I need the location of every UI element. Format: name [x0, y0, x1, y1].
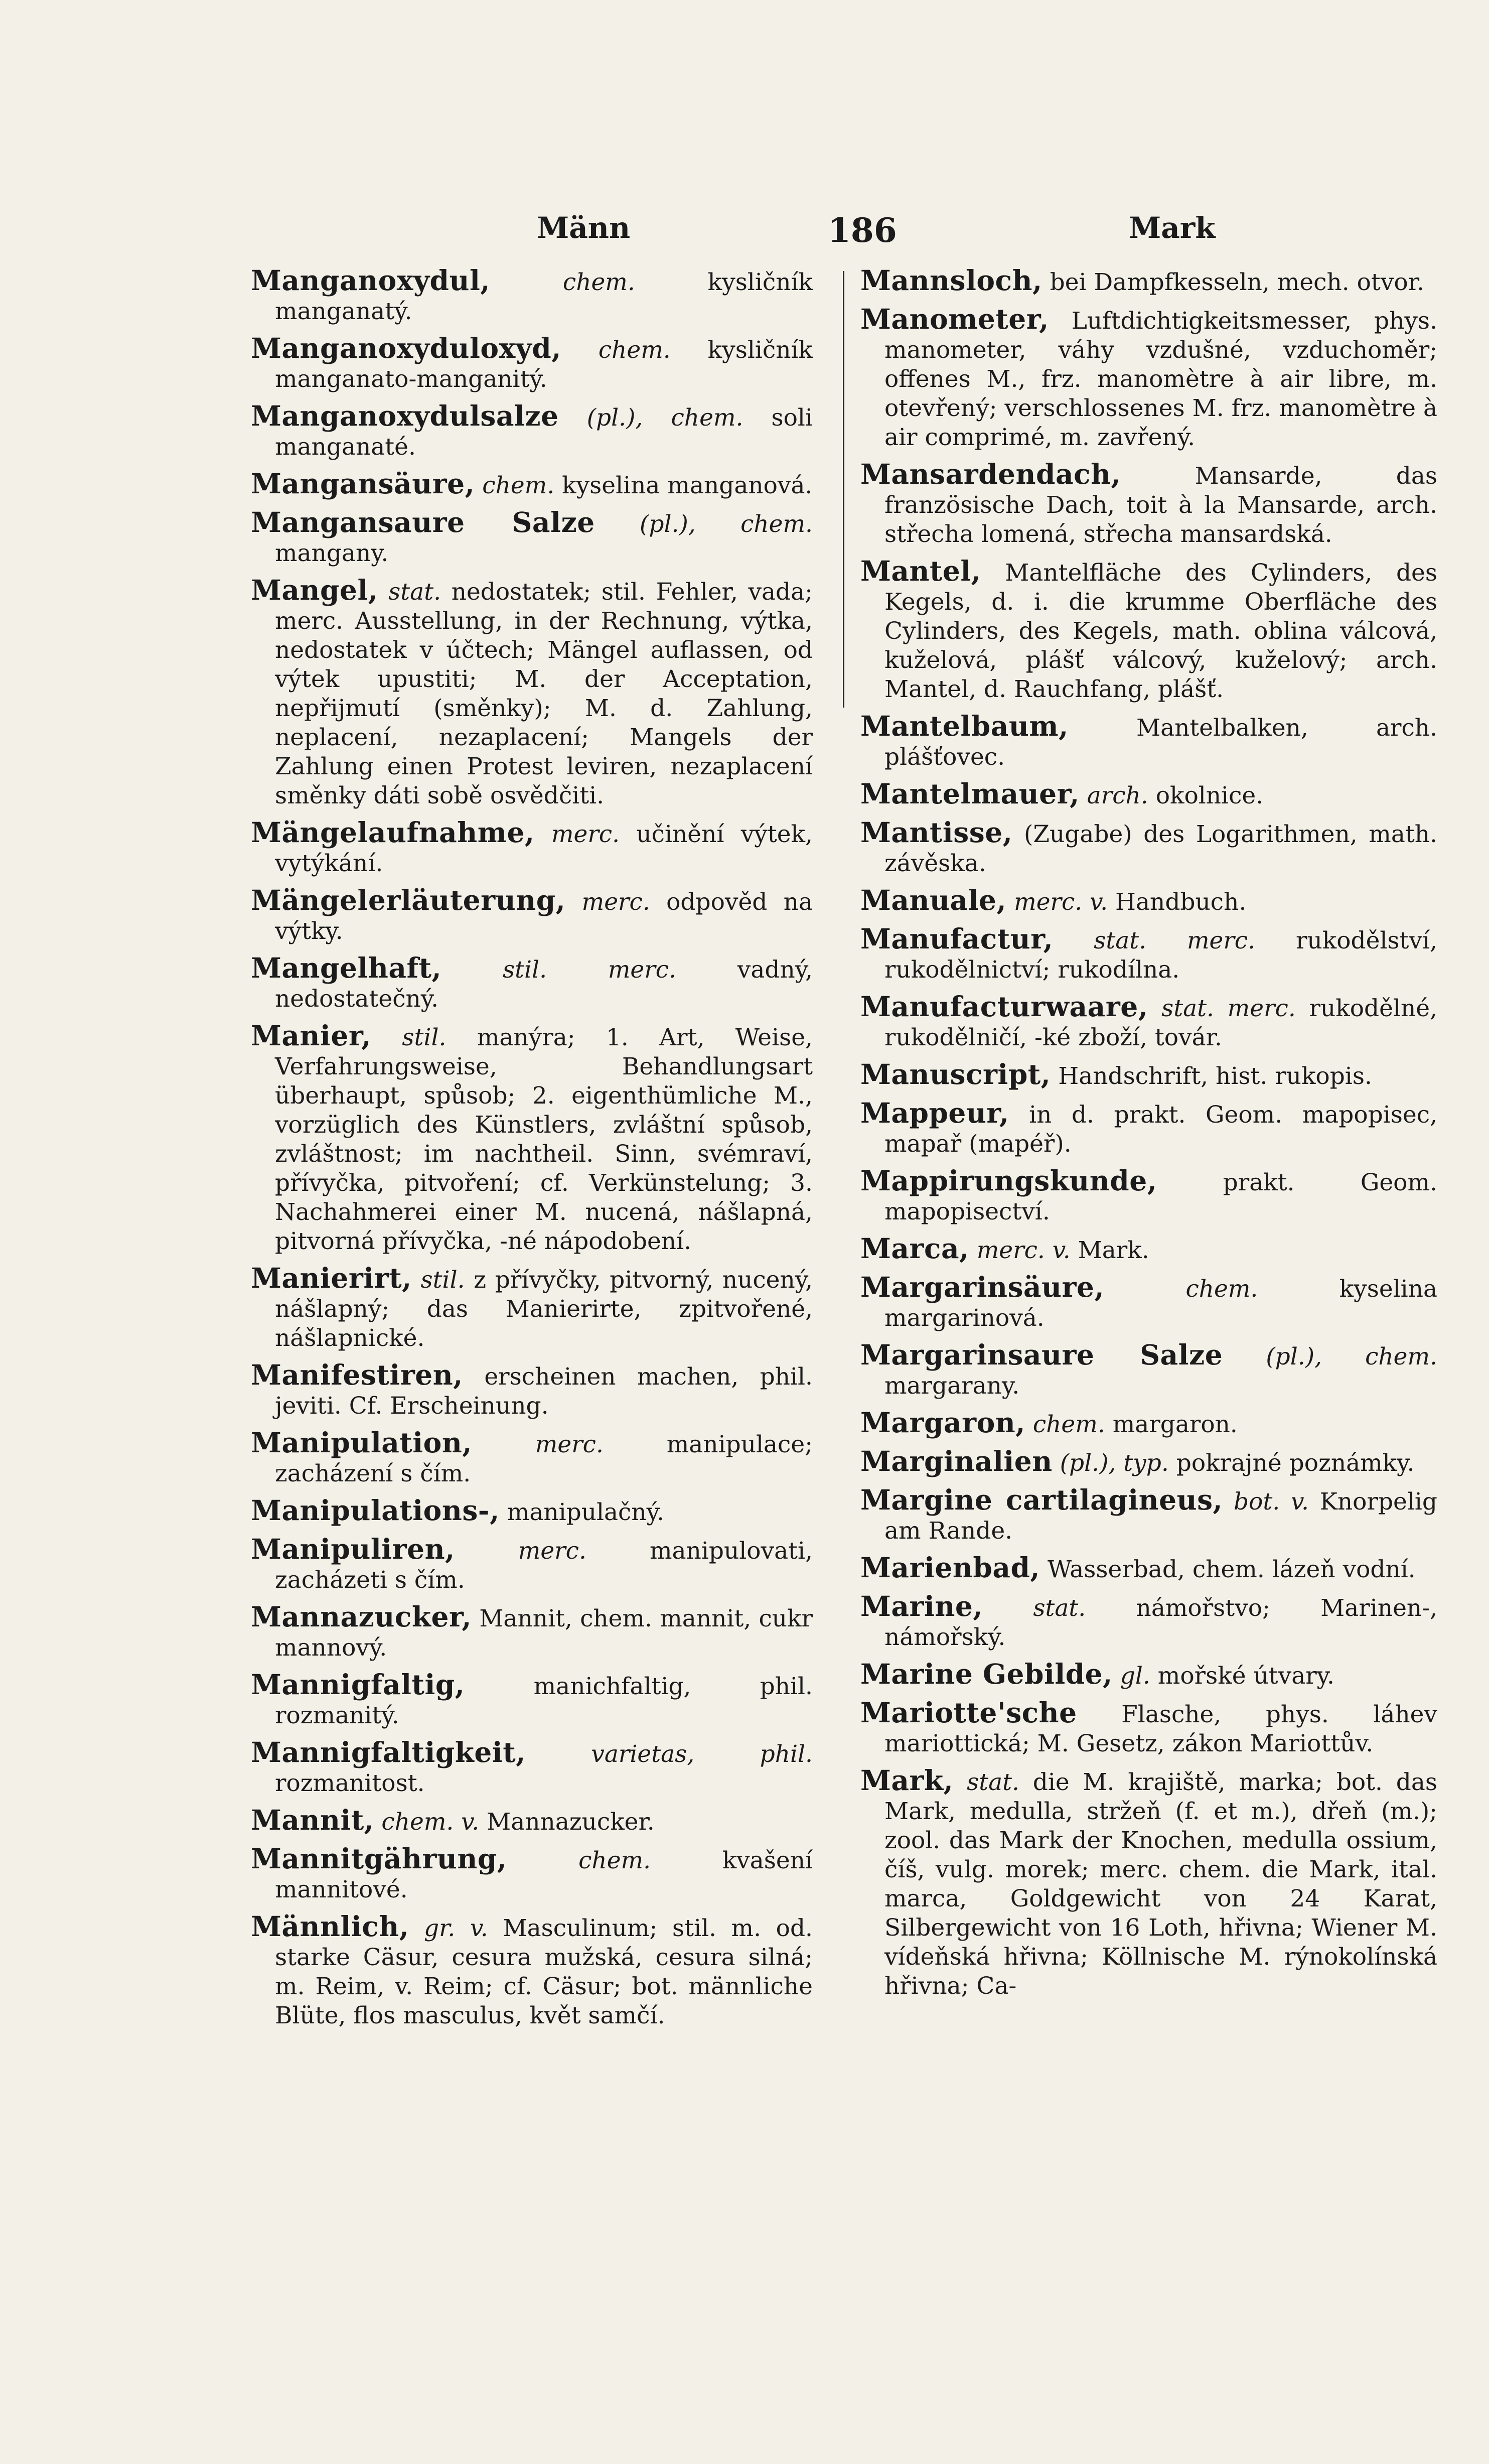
dictionary-page — [236, 191, 1450, 2409]
entry-headword: Mangelhaft, — [251, 951, 442, 984]
dictionary-entry — [860, 460, 1437, 549]
dictionary-entry — [860, 1099, 1437, 1159]
entry-definition: učinění výtek, vytýkání. — [275, 820, 813, 877]
entry-definition: Handbuch. — [1115, 888, 1247, 916]
entry-headword: Marine, — [860, 1590, 983, 1622]
entry-definition: mořské útvary. — [1157, 1662, 1334, 1690]
dictionary-entry — [251, 1844, 813, 1904]
dictionary-entry — [860, 1273, 1437, 1333]
dictionary-entry — [860, 818, 1437, 878]
entry-abbreviation: stat. merc. — [1094, 927, 1256, 954]
dictionary-entry — [860, 1340, 1437, 1401]
dictionary-entry — [860, 1660, 1437, 1691]
dictionary-entry — [860, 1766, 1437, 2001]
dictionary-entry — [860, 1234, 1437, 1265]
dictionary-entry — [251, 1912, 813, 2030]
entry-definition: odpověd na výtky. — [275, 888, 813, 945]
entry-definition: prakt. Geom. mapopisectví. — [884, 1169, 1437, 1225]
entry-headword: Manufacturwaare, — [860, 990, 1148, 1023]
dictionary-entry — [860, 1485, 1437, 1546]
dictionary-entry — [251, 886, 813, 946]
entry-definition: Mannit, chem. mannit, cukr mannový. — [275, 1605, 813, 1662]
dictionary-entry — [860, 1408, 1437, 1439]
dictionary-entry — [251, 508, 813, 568]
entry-definition: manýra; 1. Art, Weise, Verfahrungsweise, Behandlungsart überhaupt, spůsob; 2. eigenthümliche M., vorzüglich des Künstlers, zvláštní spůsob, zvláštnost; im nachtheil. Sinn, svémraví, přívyčka, pitvoření; cf. Verkünstelung; 3. Nachahmerei einer M. nucená, nášlapná, pitvorná přívyčka, -né nápodobení. — [275, 1024, 813, 1255]
dictionary-entry — [860, 886, 1437, 917]
entry-definition: soli manganaté. — [275, 404, 813, 461]
entry-definition: Mantelbalken, arch. plášťovec. — [884, 714, 1437, 771]
entry-abbreviation: merc. — [551, 820, 620, 848]
dictionary-entry — [251, 1264, 813, 1353]
entry-headword: Marienbad, — [860, 1551, 1040, 1584]
entry-headword: Mannitgährung, — [251, 1842, 507, 1875]
header-right-guideword: Mark — [1129, 211, 1216, 245]
entry-headword: Margaron, — [860, 1406, 1025, 1439]
entry-abbreviation: (pl.), typ. — [1060, 1449, 1169, 1477]
entry-definition: kysličník manganatý. — [275, 268, 813, 325]
entry-headword: Manuscript, — [860, 1058, 1051, 1090]
entry-abbreviation: chem. — [482, 472, 555, 499]
entry-headword: Mantisse, — [860, 816, 1013, 849]
dictionary-entry — [860, 779, 1437, 810]
dictionary-entry — [251, 576, 813, 810]
entry-definition: rukodělství, rukodělnictví; rukodílna. — [884, 927, 1437, 984]
entry-headword: Mansardendach, — [860, 458, 1121, 490]
entry-definition: okolnice. — [1155, 782, 1264, 809]
entry-abbreviation: chem. — [1032, 1411, 1105, 1438]
dictionary-entry — [860, 305, 1437, 452]
dictionary-entry — [251, 1670, 813, 1730]
page-number: 186 — [828, 211, 897, 250]
dictionary-entry — [251, 334, 813, 394]
entry-definition: die M. krajiště, marka; bot. das Mark, medulla, stržeň (f. et m.), dřeň (m.); zool. das Mark der Knochen, medulla ossium, číš, vulg. morek; merc. chem. die Mark, ital. marca, Goldgewicht von 24 Karat, Silbergewicht von 16 Loth, hřivna; Wiener M. vídeňská hřivna; Köllnische M. rýnokolínská hřivna; Ca- — [884, 1768, 1437, 2000]
entry-definition: Mantelfläche des Cylinders, des Kegels, d. i. die krumme Oberfläche des Cylinders, des Kegels, math. oblina válcová, kuželová, plášť válcový, kuželový; arch. Mantel, d. Rauchfang, plášť. — [884, 559, 1437, 703]
entry-headword: Mannigfaltigkeit, — [251, 1736, 526, 1768]
entry-abbreviation: stat. merc. — [1161, 995, 1296, 1022]
entry-abbreviation: chem. — [562, 268, 635, 296]
entry-definition: manichfaltig, phil. rozmanitý. — [275, 1673, 813, 1729]
entry-definition: vadný, nedostatečný. — [275, 956, 813, 1013]
entry-headword: Manipulations-, — [251, 1494, 500, 1527]
entry-abbreviation: gl. — [1120, 1662, 1150, 1690]
entry-headword: Margine cartilagineus, — [860, 1483, 1223, 1516]
entry-headword: Margarinsaure Salze — [860, 1338, 1223, 1371]
entry-headword: Manuale, — [860, 884, 1007, 916]
entry-definition: in d. prakt. Geom. mapopisec, mapař (mapéř). — [884, 1101, 1437, 1158]
entry-abbreviation: (pl.), chem. — [1266, 1343, 1437, 1371]
entry-headword: Manganoxydulsalze — [251, 399, 559, 432]
entry-definition: Flasche, phys. láhev mariottická; M. Gesetz, zákon Mariottův. — [884, 1701, 1437, 1757]
entry-headword: Manierirt, — [251, 1262, 412, 1294]
dictionary-entry — [860, 924, 1437, 985]
entry-headword: Mappeur, — [860, 1097, 1009, 1129]
entry-abbreviation: merc. — [581, 888, 650, 916]
dictionary-entry — [251, 1602, 813, 1663]
dictionary-entry — [251, 1806, 813, 1837]
entry-definition: Mark. — [1078, 1237, 1149, 1264]
dictionary-entry — [251, 1021, 813, 1256]
dictionary-entry — [251, 1496, 813, 1527]
dictionary-entry — [251, 1535, 813, 1595]
left-column — [251, 266, 813, 2409]
dictionary-entry — [860, 557, 1437, 704]
entry-abbreviation: stil. — [402, 1024, 446, 1051]
dictionary-entry — [251, 818, 813, 878]
entry-definition: kyselina margarinová. — [884, 1275, 1437, 1332]
entry-headword: Mangel, — [251, 574, 378, 606]
dictionary-entry — [860, 266, 1437, 297]
entry-abbreviation: merc. v. — [976, 1237, 1071, 1264]
entry-abbreviation: stat. — [967, 1768, 1019, 1796]
entry-definition: námořstvo; Marinen-, námořský. — [884, 1594, 1437, 1651]
entry-definition: bei Dampfkesseln, mech. otvor. — [1050, 268, 1424, 296]
entry-headword: Mannazucker, — [251, 1600, 472, 1633]
dictionary-entry — [251, 1428, 813, 1488]
entry-abbreviation: merc. — [518, 1537, 586, 1565]
entry-headword: Mannsloch, — [860, 266, 1043, 297]
entry-abbreviation: stil. merc. — [503, 956, 676, 984]
dictionary-entry — [860, 992, 1437, 1052]
entry-definition: Luftdichtigkeitsmesser, phys. manometer, váhy vzdušné, vzduchoměr; offenes M., frz. manomètre à air libre, m. otevřený; verschlossenes M. frz. manomètre à air comprimé, m. zavřený. — [884, 307, 1437, 451]
right-column — [860, 266, 1437, 2409]
entry-definition: nedostatek; stil. Fehler, vada; merc. Ausstellung, in der Rechnung, výtka, nedostatek v účtech; Mängel auflassen, od výtek upustiti; M. der Acceptation, nepřijmutí (směnky); M. d. Zahlung, neplacení, nezaplacení; Mangels der Zahlung einen Protest leviren, nezaplacení směnky dáti sobě osvědčiti. — [275, 578, 813, 809]
entry-definition: margaron. — [1112, 1411, 1238, 1438]
entry-definition: Masculinum; stil. m. od. starke Cäsur, cesura mužská, cesura silná; m. Reim, v. Reim; cf. Cäsur; bot. männliche Blüte, flos masculus, květ samčí. — [275, 1914, 813, 2029]
dictionary-entry — [251, 953, 813, 1014]
entry-definition: manipulovati, zacházeti s čím. — [275, 1537, 813, 1594]
dictionary-entry — [251, 401, 813, 462]
entry-headword: Männlich, — [251, 1910, 409, 1943]
entry-headword: Marine Gebilde, — [860, 1658, 1113, 1690]
entry-abbreviation: gr. v. — [424, 1914, 488, 1942]
entry-abbreviation: stat. — [1033, 1594, 1086, 1622]
entry-headword: Manier, — [251, 1019, 372, 1052]
entry-definition: kysličník manganato-manganitý. — [275, 336, 813, 393]
entry-definition: Mannazucker. — [487, 1808, 655, 1836]
entry-headword: Mantelmauer, — [860, 777, 1080, 810]
entry-headword: Manganoxydul, — [251, 266, 491, 297]
entry-definition: manipulace; zacházení s čím. — [275, 1431, 813, 1487]
entry-definition: kvašení mannitové. — [275, 1847, 813, 1903]
dictionary-entry — [860, 712, 1437, 772]
dictionary-entry — [251, 266, 813, 326]
dictionary-entry — [860, 1447, 1437, 1478]
entry-abbreviation: arch. — [1087, 782, 1148, 809]
entry-definition: Handschrift, hist. rukopis. — [1058, 1062, 1372, 1090]
page-header — [236, 191, 1450, 256]
entry-definition: kyselina manganová. — [562, 472, 813, 499]
entry-headword: Manufactur, — [860, 922, 1054, 955]
entry-definition: erscheinen machen, phil. jeviti. Cf. Erscheinung. — [275, 1363, 813, 1420]
entry-abbreviation: chem. — [578, 1847, 651, 1874]
entry-headword: Manipuliren, — [251, 1533, 455, 1565]
dictionary-entry — [860, 1166, 1437, 1226]
entry-definition: rukodělné, rukodělničí, -ké zboží, továr. — [884, 995, 1437, 1051]
entry-headword: Mantel, — [860, 555, 981, 587]
dictionary-entry — [251, 469, 813, 500]
entry-headword: Mangansäure, — [251, 467, 475, 500]
entry-abbreviation: chem. — [1185, 1275, 1258, 1303]
dictionary-entry — [860, 1060, 1437, 1091]
entry-abbreviation: merc. — [535, 1431, 604, 1458]
entry-headword: Mantelbaum, — [860, 710, 1069, 742]
entry-abbreviation: chem. — [598, 336, 671, 364]
entry-headword: Margarinsäure, — [860, 1271, 1105, 1303]
dictionary-entry — [251, 1360, 813, 1421]
entry-definition: pokrajné poznámky. — [1176, 1449, 1415, 1477]
entry-abbreviation: varietas, phil. — [591, 1740, 813, 1768]
entry-headword: Mängelaufnahme, — [251, 816, 535, 849]
entry-headword: Manifestiren, — [251, 1358, 463, 1391]
entry-definition: (Zugabe) des Logarithmen, math. závěska. — [884, 820, 1437, 877]
header-left-guideword: Männ — [537, 211, 631, 245]
entry-headword: Mappirungskunde, — [860, 1164, 1157, 1197]
dictionary-entry — [860, 1592, 1437, 1652]
entry-headword: Manipulation, — [251, 1426, 472, 1459]
entry-definition: Mansarde, das französische Dach, toit à la Mansarde, arch. střecha lomená, střecha mansardská. — [884, 462, 1437, 548]
entry-definition: Wasserbad, chem. lázeň vodní. — [1048, 1556, 1416, 1583]
entry-headword: Manometer, — [860, 303, 1049, 335]
column-divider — [843, 271, 844, 708]
entry-definition: Knorpelig am Rande. — [884, 1488, 1437, 1545]
dictionary-entry — [251, 1738, 813, 1798]
entry-abbreviation: bot. v. — [1234, 1488, 1309, 1516]
entry-headword: Mängelerläuterung, — [251, 884, 566, 916]
entry-headword: Mark, — [860, 1764, 954, 1797]
entry-headword: Marginalien — [860, 1445, 1053, 1477]
entry-headword: Mannigfaltig, — [251, 1668, 465, 1701]
entry-abbreviation: stil. — [420, 1266, 465, 1294]
entry-headword: Mariotte'sche — [860, 1696, 1077, 1729]
entry-headword: Marca, — [860, 1232, 969, 1265]
entry-definition: manipulačný. — [507, 1498, 664, 1526]
entry-abbreviation: stat. — [388, 578, 441, 606]
entry-abbreviation: (pl.), chem. — [640, 510, 813, 538]
entry-abbreviation: chem. v. — [381, 1808, 480, 1836]
dictionary-entry — [860, 1698, 1437, 1758]
entry-headword: Mangansaure Salze — [251, 506, 595, 538]
entry-definition: margarany. — [884, 1372, 1020, 1400]
entry-abbreviation: merc. v. — [1014, 888, 1108, 916]
entry-headword: Mannit, — [251, 1804, 374, 1836]
dictionary-entry — [860, 1553, 1437, 1584]
entry-abbreviation: (pl.), chem. — [586, 404, 743, 432]
entry-definition: mangany. — [275, 539, 389, 567]
entry-definition: z přívyčky, pitvorný, nucený, nášlapný; das Manierirte, zpitvořené, nášlapnické. — [275, 1266, 813, 1352]
entry-headword: Manganoxyduloxyd, — [251, 332, 561, 364]
entry-definition: rozmanitost. — [275, 1769, 425, 1797]
